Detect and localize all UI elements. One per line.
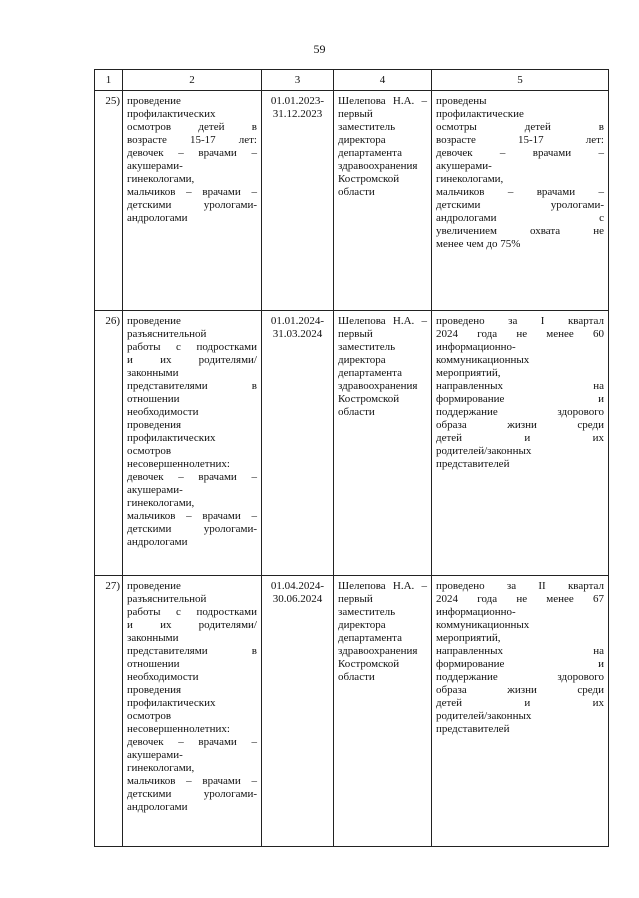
- text-line: области: [338, 186, 375, 198]
- responsible-cell: [334, 311, 432, 576]
- text-line: работы с подростками: [127, 341, 257, 353]
- text-line: родителей/законных: [436, 710, 532, 722]
- text-line: мальчиков – врачами –: [127, 510, 257, 522]
- text-line: 01.04.2024-: [270, 580, 325, 592]
- text-line: осмотров: [127, 445, 172, 457]
- text-line: детскими урологами-: [127, 523, 257, 535]
- text-line: коммуникационных: [436, 619, 530, 631]
- text-line: информационно-: [436, 341, 516, 353]
- text-line: департамента: [338, 367, 402, 379]
- period-cell: [262, 576, 334, 847]
- text-line: акушерами-: [127, 160, 183, 172]
- text-line: представителями в: [127, 380, 257, 392]
- text-line: детей и их: [436, 432, 604, 444]
- text-line: девочек – врачами –: [127, 147, 257, 159]
- header-cell-3: 3: [262, 70, 334, 91]
- period-cell: [262, 311, 334, 576]
- result-text: [432, 576, 608, 738]
- text-line: акушерами-: [436, 160, 492, 172]
- text-line: проведение: [127, 95, 181, 107]
- text-line: детей и их: [436, 697, 604, 709]
- text-line: здравоохранения: [338, 160, 418, 172]
- period-text: [262, 311, 333, 343]
- text-line: директора: [338, 619, 386, 631]
- result-cell: [432, 91, 609, 311]
- measure-cell: [123, 576, 262, 847]
- text-line: разъяснительной: [127, 328, 207, 340]
- text-line: формирование и: [436, 658, 604, 670]
- text-line: детскими урологами-: [127, 788, 257, 800]
- text-line: несовершеннолетних:: [127, 723, 230, 735]
- period-text: [262, 576, 333, 608]
- measure-cell: [123, 91, 262, 311]
- text-line: Костромской: [338, 658, 400, 670]
- text-line: направленных на: [436, 645, 604, 657]
- text-line: Костромской: [338, 393, 400, 405]
- text-line: 01.01.2023-: [270, 95, 325, 107]
- text-line: менее чем до 75%: [436, 238, 521, 250]
- measure-cell: [123, 311, 262, 576]
- text-line: коммуникационных: [436, 354, 530, 366]
- measure-text: [123, 311, 261, 551]
- text-line: профилактических: [127, 432, 216, 444]
- text-line: разъяснительной: [127, 593, 207, 605]
- text-line: мальчиков – врачами –: [127, 775, 257, 787]
- text-line: необходимости: [127, 671, 199, 683]
- text-line: 2024 года не менее 67: [436, 593, 604, 605]
- page-number: 59: [313, 42, 326, 56]
- text-line: проведено за II квартал: [436, 580, 604, 592]
- text-line: Шелепова Н.А. –: [338, 315, 427, 327]
- period-text: [262, 91, 333, 123]
- header-row: [95, 70, 609, 91]
- text-line: гинекологами,: [127, 762, 195, 774]
- text-line: детскими урологами-: [127, 199, 257, 211]
- plan-table: [94, 69, 609, 847]
- text-line: 30.06.2024: [272, 593, 323, 605]
- text-line: девочек – врачами –: [127, 471, 257, 483]
- text-line: работы с подростками: [127, 606, 257, 618]
- text-line: образа жизни среди: [436, 419, 604, 431]
- responsible-text: [334, 576, 431, 686]
- text-line: проведены: [436, 95, 487, 107]
- result-text: [432, 311, 608, 473]
- text-line: возрасте 15-17 лет:: [127, 134, 257, 146]
- text-line: гинекологами,: [127, 497, 195, 509]
- text-line: 31.12.2023: [272, 108, 323, 120]
- text-line: первый: [338, 593, 373, 605]
- text-line: департамента: [338, 632, 402, 644]
- row-number-cell: [95, 311, 123, 576]
- text-line: поддержание здорового: [436, 671, 604, 683]
- text-line: первый: [338, 328, 373, 340]
- table-row: [95, 91, 609, 311]
- text-line: проведено за I квартал: [436, 315, 604, 327]
- text-line: девочек – врачами –: [127, 736, 257, 748]
- responsible-cell: [334, 91, 432, 311]
- text-line: и их родителями/: [127, 354, 257, 366]
- text-line: 2024 года не менее 60: [436, 328, 604, 340]
- text-line: девочек – врачами –: [436, 147, 604, 159]
- text-line: андрологами: [127, 212, 188, 224]
- text-line: акушерами-: [127, 484, 183, 496]
- text-line: законными: [127, 367, 179, 379]
- text-line: направленных на: [436, 380, 604, 392]
- text-line: осмотров детей в: [127, 121, 257, 133]
- text-line: заместитель: [338, 606, 396, 618]
- text-line: отношении: [127, 658, 180, 670]
- text-line: департамента: [338, 147, 402, 159]
- result-cell: [432, 311, 609, 576]
- header-cell-4: 4: [334, 70, 432, 91]
- row-number-cell: [95, 576, 123, 847]
- text-line: директора: [338, 354, 386, 366]
- text-line: необходимости: [127, 406, 199, 418]
- text-line: информационно-: [436, 606, 516, 618]
- text-line: андрологами с: [436, 212, 604, 224]
- text-line: заместитель: [338, 341, 396, 353]
- text-line: отношении: [127, 393, 180, 405]
- row-number: 25): [105, 95, 120, 107]
- text-line: родителей/законных: [436, 445, 532, 457]
- text-line: поддержание здорового: [436, 406, 604, 418]
- text-line: андрологами: [127, 801, 188, 813]
- text-line: здравоохранения: [338, 380, 418, 392]
- text-line: области: [338, 406, 375, 418]
- text-line: несовершеннолетних:: [127, 458, 230, 470]
- row-number: 27): [105, 580, 120, 592]
- text-line: директора: [338, 134, 386, 146]
- header-cell-2: 2: [123, 70, 262, 91]
- text-line: законными: [127, 632, 179, 644]
- text-line: Шелепова Н.А. –: [338, 95, 427, 107]
- text-line: гинекологами,: [127, 173, 195, 185]
- text-line: представителями в: [127, 645, 257, 657]
- text-line: осмотры детей в: [436, 121, 604, 133]
- text-line: формирование и: [436, 393, 604, 405]
- text-line: детскими урологами-: [436, 199, 604, 211]
- text-line: и их родителями/: [127, 619, 257, 631]
- responsible-cell: [334, 576, 432, 847]
- text-line: 31.03.2024: [272, 328, 323, 340]
- text-line: мальчиков – врачами –: [436, 186, 604, 198]
- period-cell: [262, 91, 334, 311]
- text-line: первый: [338, 108, 373, 120]
- result-cell: [432, 576, 609, 847]
- text-line: области: [338, 671, 375, 683]
- text-line: акушерами-: [127, 749, 183, 761]
- text-line: проведение: [127, 315, 181, 327]
- text-line: проведение: [127, 580, 181, 592]
- header-cell-5: 5: [432, 70, 609, 91]
- text-line: профилактические: [436, 108, 524, 120]
- text-line: профилактических: [127, 697, 216, 709]
- text-line: 01.01.2024-: [270, 315, 325, 327]
- text-line: заместитель: [338, 121, 396, 133]
- text-line: Костромской: [338, 173, 400, 185]
- responsible-text: [334, 91, 431, 201]
- text-line: мероприятий,: [436, 632, 501, 644]
- text-line: профилактических: [127, 108, 216, 120]
- measure-text: [123, 91, 261, 227]
- text-line: образа жизни среди: [436, 684, 604, 696]
- text-line: осмотров: [127, 710, 172, 722]
- text-line: проведения: [127, 684, 182, 696]
- result-text: [432, 91, 608, 253]
- row-number-cell: [95, 91, 123, 311]
- responsible-text: [334, 311, 431, 421]
- table-row: [95, 576, 609, 847]
- text-line: андрологами: [127, 536, 188, 548]
- table-row: [95, 311, 609, 576]
- measure-text: [123, 576, 261, 816]
- row-number: 26): [105, 315, 120, 327]
- header-cell-1: 1: [95, 70, 123, 91]
- text-line: гинекологами,: [436, 173, 504, 185]
- text-line: возрасте 15-17 лет:: [436, 134, 604, 146]
- text-line: мероприятий,: [436, 367, 501, 379]
- text-line: Шелепова Н.А. –: [338, 580, 427, 592]
- text-line: мальчиков – врачами –: [127, 186, 257, 198]
- table-body: [95, 91, 609, 847]
- text-line: здравоохранения: [338, 645, 418, 657]
- text-line: представителей: [436, 723, 510, 735]
- text-line: увеличением охвата не: [436, 225, 604, 237]
- text-line: проведения: [127, 419, 182, 431]
- text-line: представителей: [436, 458, 510, 470]
